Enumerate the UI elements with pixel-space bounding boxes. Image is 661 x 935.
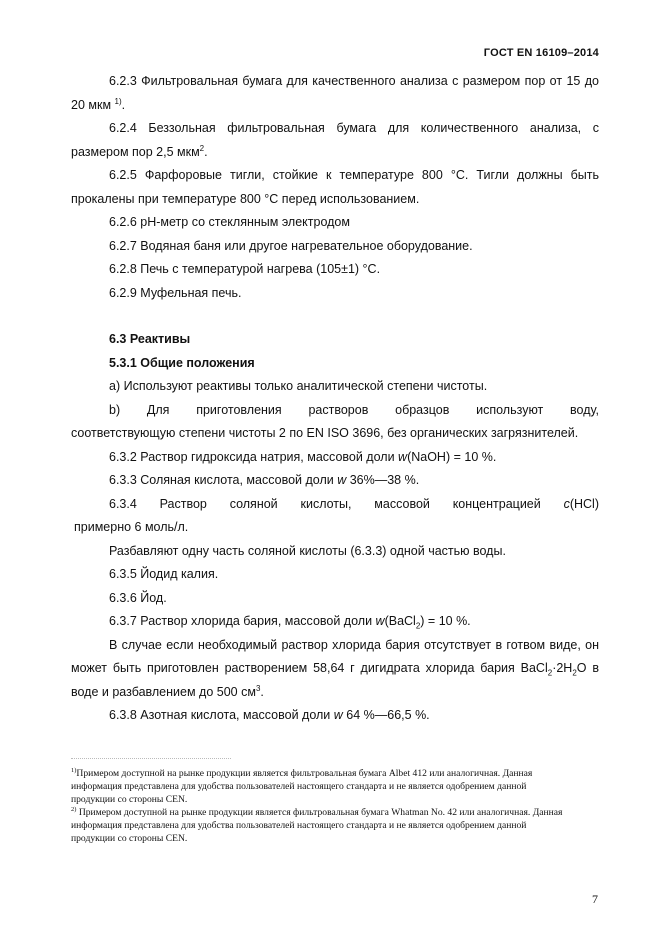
footnote-ref-1: 1) (114, 96, 122, 106)
item-6-3-4: 6.3.4 Раствор соляной кислоты, массовой концентрацией c(HCl) (109, 496, 599, 511)
footnotes (71, 758, 571, 845)
dilution-note: Разбавляют одну часть соляной кислоты (6.3.3) одной частью воды. (109, 543, 506, 558)
item-6-2-7: 6.2.7 Водяная баня или другое нагревательное оборудование. (109, 238, 473, 253)
barium-formula: $BaCl_2\cdot 2H_2O$ (520, 661, 587, 678)
item-6-3-7: 6.3.7 Раствор хлорида бария, массовой доли w(BaCl$_2$) = 10 %. (109, 614, 471, 631)
item-6-2-4: 6.2.4 Беззольная фильтровальная бумага для количественного анализа, с размером пор 2,5 мкм$^2$. (71, 121, 599, 159)
item-6-2-5: 6.2.5 Фарфоровые тигли, стойкие к температуре 800 °С. Тигли должны быть прокалены при температуре 800 °С перед использованием. (71, 168, 599, 206)
barium-chloride-note: В случае если необходимый раствор хлорида бария отсутствует в готвом виде, он может быть приготовлен растворением 58,64 г дигидрата хлорида бария $BaCl_2\cdot 2H_2O$ в воде и разбавлением до 500 $см^3$. (71, 637, 599, 699)
footnote-separator (71, 758, 231, 759)
item-b-line2: соответствующую степени чистоты 2 по EN ISO 3696, без органических загрязнителей. (71, 426, 579, 440)
section-heading-6-3: 6.3 Реактивы (109, 332, 191, 346)
item-6-3-8: 6.3.8 Азотная кислота, массовой доли w 64 %—66,5 %. (109, 708, 430, 722)
item-6-3-2: 6.3.2 Раствор гидроксида натрия, массовой доли w(NaOH) = 10 %. (109, 449, 497, 464)
document-header: ГОСТ EN 16109–2014 (483, 47, 599, 59)
footnote-2: $^{2)}$ Примером доступной на рынке продукции является фильтровальная бумага Whatman No. 42 или аналогичная. Данная информация представлена для удобства пользователей настоящего стандарта и не является одобрением данной продукции со стороны CEN. (71, 805, 563, 844)
item-6-3-6: 6.3.6 Йод. (109, 590, 167, 605)
item-6-2-8: 6.2.8 Печь с температурой нагрева (105±1) °С. (109, 262, 381, 276)
item-6-2-3: 6.2.3 Фильтровальная бумага для качественного анализа с размером пор от 15 до 20 мкм $^{1)}$. (71, 74, 599, 112)
footnote-1: $^{1)}$Примером доступной на рынке продукции является фильтровальная бумага Albet 412 или аналогичная. Данная информация представлена для удобства пользователей настоящего стандарта и не является одобрением данной продукции со стороны CEN. (71, 766, 533, 805)
item-a: а) Используют реактивы только аналитической степени чистоты. (109, 379, 488, 393)
document-body (71, 70, 599, 728)
item-6-3-4-cont: примерно 6 моль/л. (74, 520, 189, 534)
item-6-2-6: 6.2.6 pH-метр со стеклянным электродом (109, 215, 350, 229)
item-6-2-9: 6.2.9 Муфельная печь. (109, 285, 242, 300)
item-6-3-3: 6.3.3 Соляная кислота, массовой доли w 36%—38 %. (109, 473, 420, 487)
subsection-heading-5-3-1: 5.3.1 Общие положения (109, 355, 255, 370)
item-6-3-5: 6.3.5 Йодид калия. (109, 567, 219, 581)
page-number: 7 (592, 892, 598, 906)
item-b-line1: b) Для приготовления растворов образцов используют воду, (109, 402, 599, 417)
